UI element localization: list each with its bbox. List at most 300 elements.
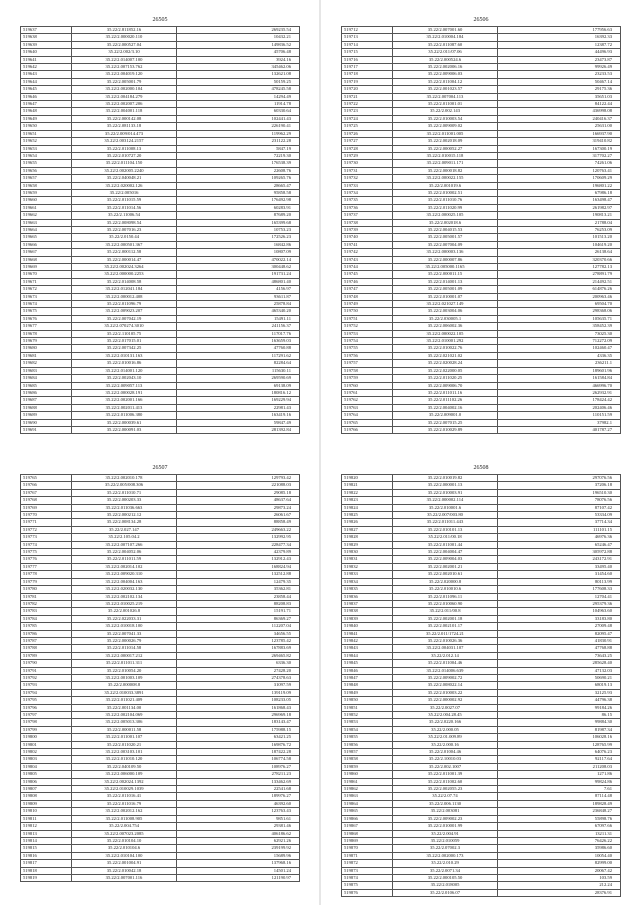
table-row [342,534,621,541]
amount-cell: 614876.26 [498,286,621,293]
row-id-cell: 519747 [342,286,393,293]
row-id-cell: 519663 [21,219,72,226]
row-id-cell: 519655 [21,160,72,167]
table-row [21,308,300,315]
amount-cell: 60330.64 [177,108,300,115]
amount-cell: 200963.46 [498,293,621,300]
code-cell: 35.22/2.004.28.45 [393,712,498,719]
row-id-cell: 519836 [342,593,393,600]
amount-cell: 74261.06 [498,160,621,167]
table-row [21,697,300,704]
row-id-cell: 519787 [21,637,72,644]
code-cell: 35.22/2.003124.2157 [72,138,177,145]
table-row [21,56,300,63]
table-row [21,167,300,174]
row-id-cell: 519753 [342,330,393,337]
amount-cell: 5847.19 [177,145,300,152]
row-id-cell: 519781 [21,593,72,600]
code-cell: 35.22/2.000501.367 [72,241,177,248]
amount-cell: 214492.51 [498,278,621,285]
code-cell: 35.22/2.002010.178 [72,475,177,482]
row-id-cell: 519749 [342,301,393,308]
table-row [342,541,621,548]
row-id-cell: 519830 [342,549,393,556]
code-cell: 35.22/2.010131.163 [72,352,177,359]
amount-cell: 305972.88 [498,549,621,556]
table-row [342,241,621,248]
row-id-cell: 519862 [342,786,393,793]
row-id-cell: 519641 [21,56,72,63]
row-id-cell: 519654 [21,152,72,159]
code-cell: 35.22/2.011016.41 [72,793,177,800]
table-row [342,204,621,211]
code-cell: 35.22/2.002101.17 [393,623,498,630]
code-cell: 35.22/2.002001.18 [393,615,498,622]
row-id-cell: 519725 [342,123,393,130]
row-id-cell: 519721 [342,93,393,100]
amount-cell: 20067.42 [498,867,621,874]
code-cell: 35.22/2.011096.79 [72,301,177,308]
row-id-cell: 519674 [21,301,72,308]
amount-cell: 202406.46 [498,404,621,411]
table-row [342,301,621,308]
amount-cell: 105635.71 [498,315,621,322]
table-row [21,867,300,874]
table-row [342,660,621,667]
table-row [342,549,621,556]
table-row [342,712,621,719]
row-id-cell: 519656 [21,167,72,174]
table-row [342,78,621,85]
code-cell: 35.22/2.010025.219 [72,600,177,607]
row-id-cell: 519771 [21,519,72,526]
table-row [342,293,621,300]
row-id-cell: 519849 [342,689,393,696]
row-id-cell: 519767 [21,489,72,496]
amount-cell: 168824.94 [177,563,300,570]
amount-cell: 87114.48 [498,793,621,800]
row-id-cell: 519712 [342,27,393,34]
row-id-cell: 519786 [21,630,72,637]
amount-cell: 170609.29 [498,175,621,182]
code-cell: 35.22/2.007023.2085 [72,830,177,837]
row-id-cell: 519763 [342,404,393,411]
code-cell: 35.22/2.0150.44 [72,234,177,241]
amount-cell: 27009.48 [498,623,621,630]
row-id-cell: 519860 [342,771,393,778]
table-row [21,571,300,578]
row-id-cell: 519765 [21,475,72,482]
code-cell: 35.22/2.000011.58 [72,726,177,733]
amount-cell: 104963.60 [498,608,621,615]
code-cell: 35.22/2.021027.149 [393,301,498,308]
amount-cell: 161868.43 [177,704,300,711]
table-row [21,704,300,711]
code-cell: 35.22/2.010016.86 [72,360,177,367]
row-id-cell: 519765 [342,419,393,426]
amount-cell: 262932.91 [498,389,621,396]
table-row [21,556,300,563]
row-id-cell: 519646 [21,93,72,100]
table-row [21,34,300,41]
amount-cell: 189828.49 [498,800,621,807]
code-cell: 35.22/2.004004.47 [393,549,498,556]
code-cell: 35.22/2.010026.36 [393,637,498,644]
amount-cell: 33495.40 [498,563,621,570]
amount-cell: 183143.47 [177,719,300,726]
code-cell: 35.22/2.010029.89 [393,426,498,433]
code-cell: 35.22/2.002043.10 [72,375,177,382]
table-row [342,197,621,204]
code-cell: 35.22/2.008134.28 [72,519,177,526]
table-row [21,837,300,844]
table-row [342,212,621,219]
table-row [21,382,300,389]
code-cell: 35.22/2.030005.1 [393,315,498,322]
code-cell: 35.22/2.10010.03 [393,756,498,763]
code-cell: 35.22/2.011016.79 [72,800,177,807]
table-row [21,682,300,689]
code-cell: 35.22/2.010001.07 [393,293,498,300]
code-cell: 35.22/2.006000.109 [72,771,177,778]
table-row [21,600,300,607]
table-row [342,123,621,130]
row-id-cell: 519759 [342,375,393,382]
code-cell: 35.22/2.011001.107 [72,734,177,741]
row-id-cell: 519788 [21,645,72,652]
amount-cell: 12479.35 [177,578,300,585]
row-id-cell: 519673 [21,293,72,300]
table-row [21,793,300,800]
code-cell: 35.22/2.003103.101 [72,749,177,756]
code-cell: 35.22/2.002/3.10 [72,49,177,56]
table-row [21,778,300,785]
row-id-cell: 519756 [342,352,393,359]
code-cell: 35.22/2.011011.16 [393,389,498,396]
amount-cell: 133462.69 [177,778,300,785]
table-row [342,623,621,630]
code-cell: 35.22/2.005001.79 [72,78,177,85]
row-id-cell: 519823 [342,497,393,504]
code-cell: 35.22/2.002104.069 [72,712,177,719]
row-id-cell: 519841 [342,630,393,637]
code-cell: 35.22/2.002001.166 [72,397,177,404]
amount-cell: 167883.69 [177,645,300,652]
amount-cell: 177956.63 [498,27,621,34]
table-row [342,867,621,874]
amount-cell: 110151.59 [498,412,621,419]
code-cell: 35.22/2.014001.13 [393,278,498,285]
table-row [21,475,300,482]
amount-cell: 102441.43 [177,115,300,122]
amount-cell: 26061.67 [177,512,300,519]
code-cell: 35.22/2.002010.61 [393,571,498,578]
row-id-cell: 519736 [342,204,393,211]
code-cell: 35.22/2.007/003.80 [393,512,498,519]
row-id-cell: 519691 [21,426,72,433]
table-row [21,256,300,263]
row-id-cell: 519784 [21,615,72,622]
amount-cell: 111101.15 [498,526,621,533]
code-cell: 35.22/2.006002.36 [393,323,498,330]
table-row [21,645,300,652]
row-id-cell: 519834 [342,578,393,585]
row-id-cell: 519837 [342,600,393,607]
amount-cell: 166937.90 [498,130,621,137]
row-id-cell: 519650 [21,123,72,130]
amount-cell: 281392.84 [177,426,300,433]
row-id-cell: 519750 [342,308,393,315]
amount-cell: 4336.35 [498,352,621,359]
table-row [21,197,300,204]
row-id-cell: 519731 [342,167,393,174]
amount-cell: 12387.72 [498,41,621,48]
row-id-cell: 519814 [21,837,72,844]
row-id-cell: 519662 [21,212,72,219]
amount-cell: 87107.42 [498,504,621,511]
table-row [342,345,621,352]
table-row [342,526,621,533]
amount-cell: 465340.20 [177,308,300,315]
amount-cell: 10753.23 [177,226,300,233]
row-id-cell: 519718 [342,71,393,78]
row-id-cell: 519773 [21,534,72,541]
row-id-cell: 519714 [342,41,393,48]
row-id-cell: 519824 [342,504,393,511]
row-id-cell: 519672 [21,286,72,293]
table-row [21,497,300,504]
amount-cell: 82284.64 [177,360,300,367]
row-id-cell: 519645 [21,86,72,93]
code-cell: 35.22/2.011004.12 [393,78,498,85]
amount-cell: 169229.94 [177,397,300,404]
code-cell: 35.22/2.018005 [393,882,498,889]
amount-cell: 10432.21 [177,34,300,41]
table-row [21,426,300,433]
code-cell: 35.22/2.007042.19 [72,315,177,322]
amount-cell: 78076.56 [498,497,621,504]
table-row [21,719,300,726]
code-cell: 35.22/2.040109.50 [72,763,177,770]
table-row [342,315,621,322]
amount-cell: 48637.64 [177,497,300,504]
amount-cell: 226190.41 [177,123,300,130]
table-row [342,763,621,770]
row-id-cell: 519847 [342,674,393,681]
code-cell: 35.22/2.011008.905 [72,815,177,822]
row-id-cell: 519856 [342,741,393,748]
amount-cell: 129793.42 [177,475,300,482]
row-id-cell: 519829 [342,541,393,548]
row-id-cell: 519874 [342,874,393,881]
row-id-cell: 519811 [21,815,72,822]
table-row [342,845,621,852]
amount-cell: 15689.96 [177,852,300,859]
table-row [342,556,621,563]
row-id-cell: 519831 [342,556,393,563]
code-cell: 35.22/2.010060.90 [393,600,498,607]
amount-cell: 44496.93 [498,49,621,56]
table-row [21,389,300,396]
amount-cell: 82999.00 [498,860,621,867]
amount-cell: 88858.49 [177,519,300,526]
amount-cell: 86369.27 [177,615,300,622]
amount-cell: 28376.91 [498,889,621,896]
row-id-cell: 519659 [21,189,72,196]
row-id-cell: 519678 [21,330,72,337]
table-row [21,108,300,115]
code-cell: 35.22/2.011014.56 [72,204,177,211]
row-id-cell: 519715 [342,49,393,56]
code-cell: 35.22/2.010001.6 [393,504,498,511]
table-row [21,375,300,382]
amount-cell: 212.24 [498,882,621,889]
amount-cell: 86.15 [498,712,621,719]
amount-cell: 25878.84 [177,301,300,308]
code-cell: 35.22/2.011104.150 [72,160,177,167]
row-id-cell: 519679 [21,338,72,345]
table-row [342,682,621,689]
table-row [342,412,621,419]
amount-cell: 29873.24 [177,504,300,511]
row-id-cell: 519644 [21,78,72,85]
amount-cell: 31097.59 [177,682,300,689]
code-cell: 35.22/2.07.74 [393,793,498,800]
amount-cell: 99884.30 [498,719,621,726]
code-cell: 35.22/2.007004.113 [393,93,498,100]
table-row [342,482,621,489]
table-row [21,101,300,108]
row-id-cell: 519690 [21,419,72,426]
row-id-cell: 519729 [342,152,393,159]
table-row [342,852,621,859]
amount-cell: 486801.40 [177,278,300,285]
block-title: 26506 [473,17,489,23]
row-id-cell: 519843 [342,645,393,652]
page-right [321,0,640,905]
amount-cell: 23858.44 [177,593,300,600]
table-row [21,749,300,756]
code-cell: 35.22/2.010104.6 [72,845,177,852]
data-table [20,26,300,434]
code-cell: 35.22/2.110105.75 [72,330,177,337]
table-row [342,234,621,241]
row-id-cell: 519864 [342,800,393,807]
row-id-cell: 519776 [21,556,72,563]
amount-cell: 31454.60 [498,571,621,578]
code-cell: 35.22/2.005/008.306 [72,482,177,489]
amount-cell: 470022.14 [177,256,300,263]
code-cell: 35.22/2.004019.120 [72,71,177,78]
table-row [342,756,621,763]
code-cell: 35.22/2.0220.166 [393,719,498,726]
row-id-cell: 519858 [342,756,393,763]
row-id-cell: 519789 [21,652,72,659]
table-row [342,138,621,145]
row-id-cell: 519766 [21,482,72,489]
row-id-cell: 519651 [21,130,72,137]
row-id-cell: 519687 [21,397,72,404]
table-row [342,338,621,345]
amount-cell: 191731.24 [177,271,300,278]
row-id-cell: 519806 [21,778,72,785]
amount-cell: 25631.00 [498,123,621,130]
table-row [21,115,300,122]
row-id-cell: 519783 [21,608,72,615]
table-row [21,264,300,271]
table-row [342,308,621,315]
code-cell: 35.22/2.002005.2240 [72,167,177,174]
table-row [21,734,300,741]
table-row [342,786,621,793]
table-row [342,882,621,889]
row-id-cell: 519867 [342,823,393,830]
code-cell: 35.22/2.010010.6 [393,586,498,593]
table-row [342,719,621,726]
code-cell: 35.22/2.012.14 [393,652,498,659]
amount-cell: 81987.34 [498,726,621,733]
table-row [342,56,621,63]
table-row [21,808,300,815]
amount-cell: 16842.86 [177,241,300,248]
code-cell: 35.22/2.011011.59 [72,556,177,563]
row-id-cell: 519669 [21,264,72,271]
amount-cell: 72219.30 [177,152,300,159]
code-cell: 35.22/2.004052.06 [72,549,177,556]
row-id-cell: 519780 [21,586,72,593]
amount-cell: 15491.11 [177,315,300,322]
code-cell: 35.22/2.0071.34 [393,867,498,874]
amount-cell: 167300.19 [498,145,621,152]
code-cell: 35.22/2.020032.130 [72,586,177,593]
amount-cell: 47760.88 [177,345,300,352]
row-id-cell: 519826 [342,519,393,526]
table-row [21,823,300,830]
amount-cell: 23233.53 [498,71,621,78]
code-cell: 35.22/2.004184.279 [72,93,177,100]
code-cell: 35.22/2.000020.110 [72,34,177,41]
code-cell: 35.22/2.009009.02 [393,123,498,130]
code-cell: 35.22/2.011020.99 [393,204,498,211]
table-row [21,534,300,541]
row-id-cell: 519798 [21,719,72,726]
table-row [21,323,300,330]
amount-cell: 269465.82 [177,652,300,659]
table-row [342,323,621,330]
row-id-cell: 519863 [342,793,393,800]
row-id-cell: 519859 [342,763,393,770]
row-id-cell: 519639 [21,41,72,48]
code-cell: 35.22/2.010001.99 [393,823,498,830]
row-id-cell: 519676 [21,315,72,322]
code-cell: 35.22/2.014006.639 [393,667,498,674]
row-id-cell: 519642 [21,64,72,71]
code-cell: 35.22/2.009001.0 [393,412,498,419]
code-cell: 35.22/2.010104.10 [72,837,177,844]
row-id-cell: 519827 [342,526,393,533]
code-cell: 35.22/2.003081 [393,808,498,815]
amount-cell: 102460.47 [498,345,621,352]
amount-cell: 37206.18 [498,482,621,489]
table-row [21,160,300,167]
table-row [21,623,300,630]
amount-cell: 221088.03 [177,482,300,489]
table-row [342,497,621,504]
row-id-cell: 519723 [342,108,393,115]
code-cell: 35.22/2.007004.09 [393,241,498,248]
block-title: 26508 [473,465,489,471]
code-cell: 35.22/2.009006.70 [393,382,498,389]
